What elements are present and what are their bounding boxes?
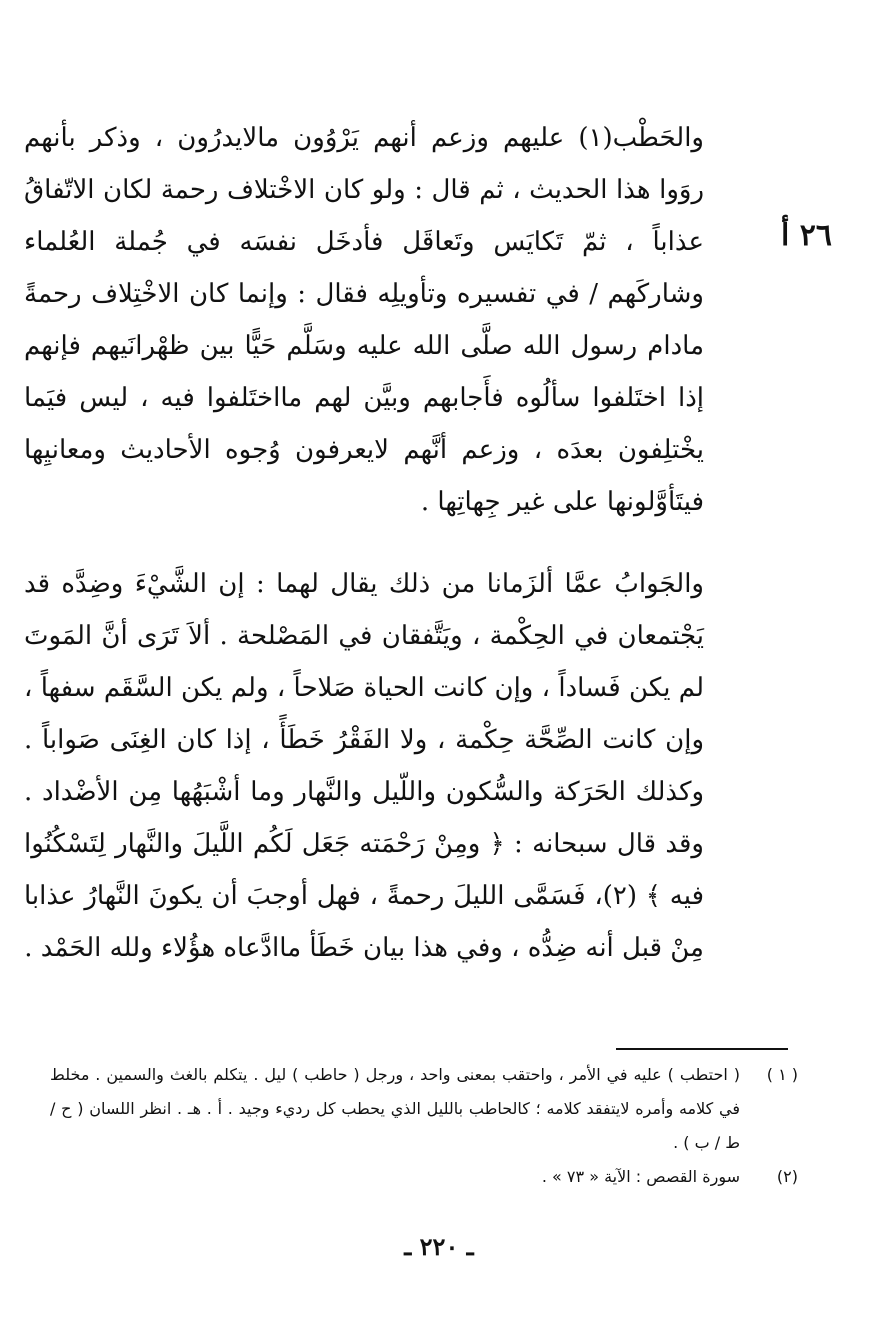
footnote-1 [50,1058,798,1160]
footnote-text: ( احتطب ) عليه في الأمر ، واحتقب بمعنى واحد ، ورجل ( حاطب ) ليل . يتكلم بالغث والسمين . مخلط في كلامه وأمره لايتفقد كلامه ؛ كالحاطب بالليل الذي يحطب كل رديء وجيد . أ . هـ . انظر اللسان ( ح / ط / ب ) . [50,1065,740,1152]
main-text [24,112,704,974]
footnote-divider [616,1048,788,1050]
footnote-number: ( ١ ) [766,1065,798,1084]
manuscript-folio-marker: ٢٦ أ [780,218,832,253]
footnotes [50,1058,798,1194]
paragraph-2: والجَوابُ عمَّا ألزَمانا من ذلك يقال لهما : إن الشَّيْءَ وضِدَّه قد يَجْتمعان في الحِكْمة ، ويَتَّفقان في المَصْلحة . ألاَ تَرَى أنَّ المَوتَ لم يكن فَساداً ، وإن كانت الحياة صَلاحاً ، ولم يكن السَّقَم سفهاً ، وإن كانت الصِّحَّة حِكْمة ، ولا الفَقْرُ خَطَأً ، إذا كان الغِنَى صَواباً . وكذلك الحَرَكة والسُّكون واللّيل والنَّهار وما أشْبَهُها مِن الأضْداد . وقد قال سبحانه : ﴿ ومِنْ رَحْمَته جَعَل لَكُم اللَّيلَ والنَّهار لِتَسْكُنُوا فيه ﴾ (٢)، فَسَمَّى الليلَ رحمةً ، فهل أوجبَ أن يكونَ النَّهارُ عذابا مِنْ قبل أنه ضِدُّه ، وفي هذا بيان خَطَأ ماادَّعاه هؤُلاء ولله الحَمْد . [24,569,704,963]
footnote-text: سورة القصص : الآية « ٧٣ » . [541,1167,740,1186]
footnote-number: (٢) [776,1167,798,1186]
paragraph-1: والحَطْب(١) عليهم وزعم أنهم يَرْوُون مالايدرُون ، وذكر بأنهم روَوا هذا الحديث ، ثم قال : ولو كان الاخْتلاف رحمة لكان الاتّفاقُ عذاباً ، ثمّ تَكايَس وتَعاقَل فأدخَل نفسَه في جُملة العُلماء وشاركَهم / في تفسيره وتأويلِه فقال : وإنما كان الاخْتِلاف رحمةً مادام رسول الله صلَّى الله عليه وسَلَّم حَيًّا بين ظهْرانَيهم فإنهم إذا اختَلفوا سألُوه فأَجابهم وبيَّن لهم مااختَلفوا فيه ، ليس فيَما يخْتلِفون بعدَه ، وزعم أنَّهم لايعرفون وُجوه الأحاديث ومعانيِها فيتَأوَّلونها على غير جِهاتِها . [24,123,704,517]
page-number: ـ ٢٢٠ ـ [404,1232,474,1261]
footnote-2 [50,1160,798,1194]
